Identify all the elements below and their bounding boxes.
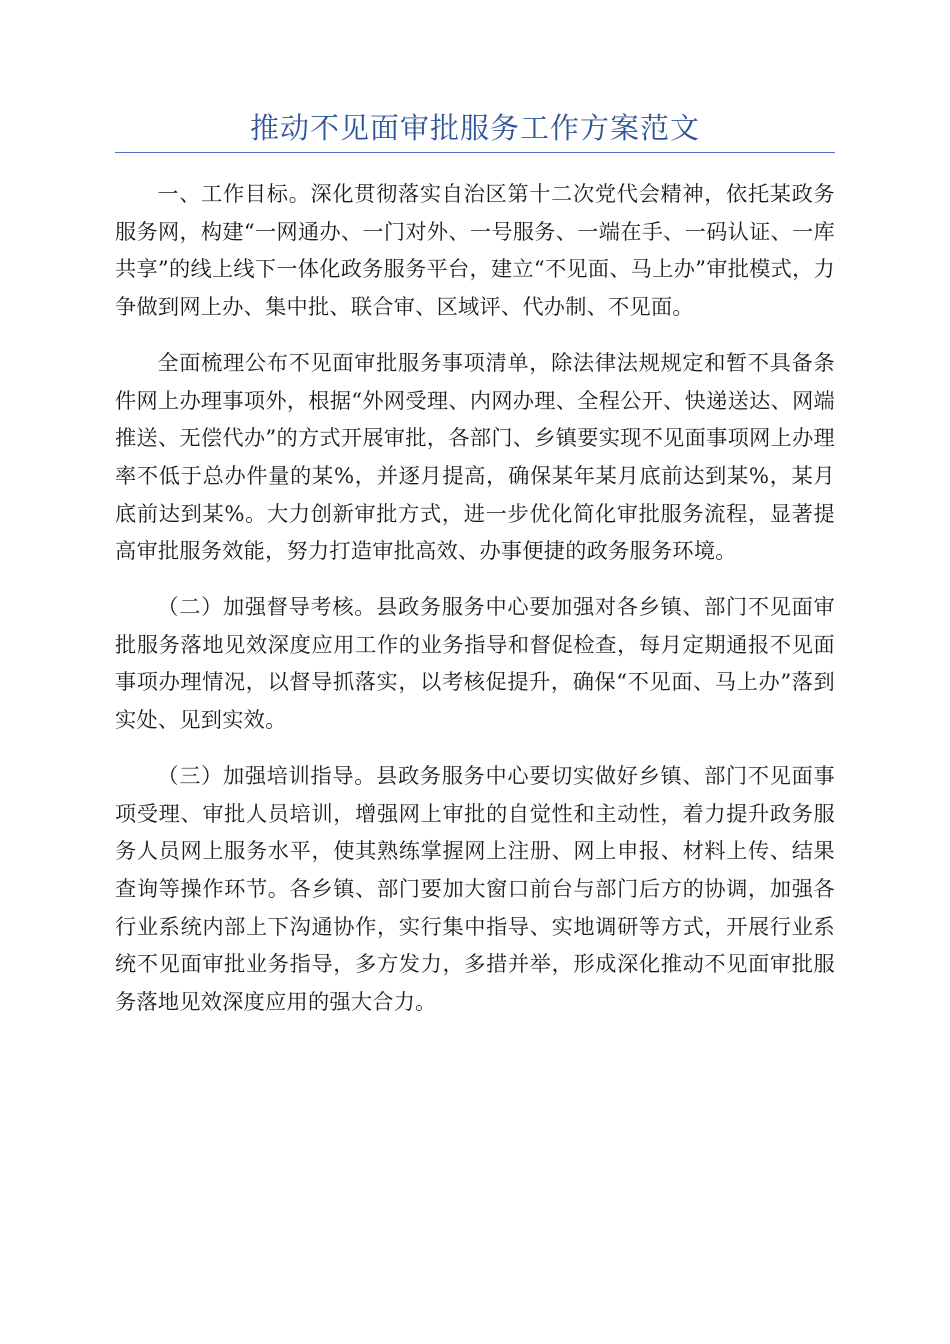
- document-title: 推动不见面审批服务工作方案范文: [115, 108, 835, 153]
- document-page: [115, 108, 835, 1039]
- paragraph-supervision: （二）加强督导考核。县政务服务中心要加强对各乡镇、部门不见面审批服务落地见效深度应用工作的业务指导和督促检查，每月定期通报不见面事项办理情况，以督导抓落实，以考核促提升，确保“不见面、马上办”落到实处、见到实效。: [115, 594, 835, 733]
- paragraph-item-list: 全面梳理公布不见面审批服务事项清单，除法律法规规定和暂不具备条件网上办理事项外，根据“外网受理、内网办理、全程公开、快递送达、网端推送、无偿代办”的方式开展审批，各部门、乡镇要实现不见面事项网上办理率不低于总办件量的某%，并逐月提高，确保某年某月底前达到某%，某月底前达到某%。大力创新审批方式，进一步优化简化审批服务流程，显著提高审批服务效能，努力打造审批高效、办事便捷的政务服务环境。: [115, 349, 835, 564]
- document-body: [115, 175, 835, 1021]
- paragraph-training: （三）加强培训指导。县政务服务中心要切实做好乡镇、部门不见面事项受理、审批人员培训，增强网上审批的自觉性和主动性，着力提升政务服务人员网上服务水平，使其熟练掌握网上注册、网上申报、材料上传、结果查询等操作环节。各乡镇、部门要加大窗口前台与部门后方的协调，加强各行业系统内部上下沟通协作，实行集中指导、实地调研等方式，开展行业系统不见面审批业务指导，多方发力，多措并举，形成深化推动不见面审批服务落地见效深度应用的强大合力。: [115, 762, 835, 1015]
- paragraph-work-goals: 一、工作目标。深化贯彻落实自治区第十二次党代会精神，依托某政务服务网，构建“一网通办、一门对外、一号服务、一端在手、一码认证、一库共享”的线上线下一体化政务服务平台，建立“不见面、马上办”审批模式，力争做到网上办、集中批、联合审、区域评、代办制、不见面。: [115, 181, 835, 320]
